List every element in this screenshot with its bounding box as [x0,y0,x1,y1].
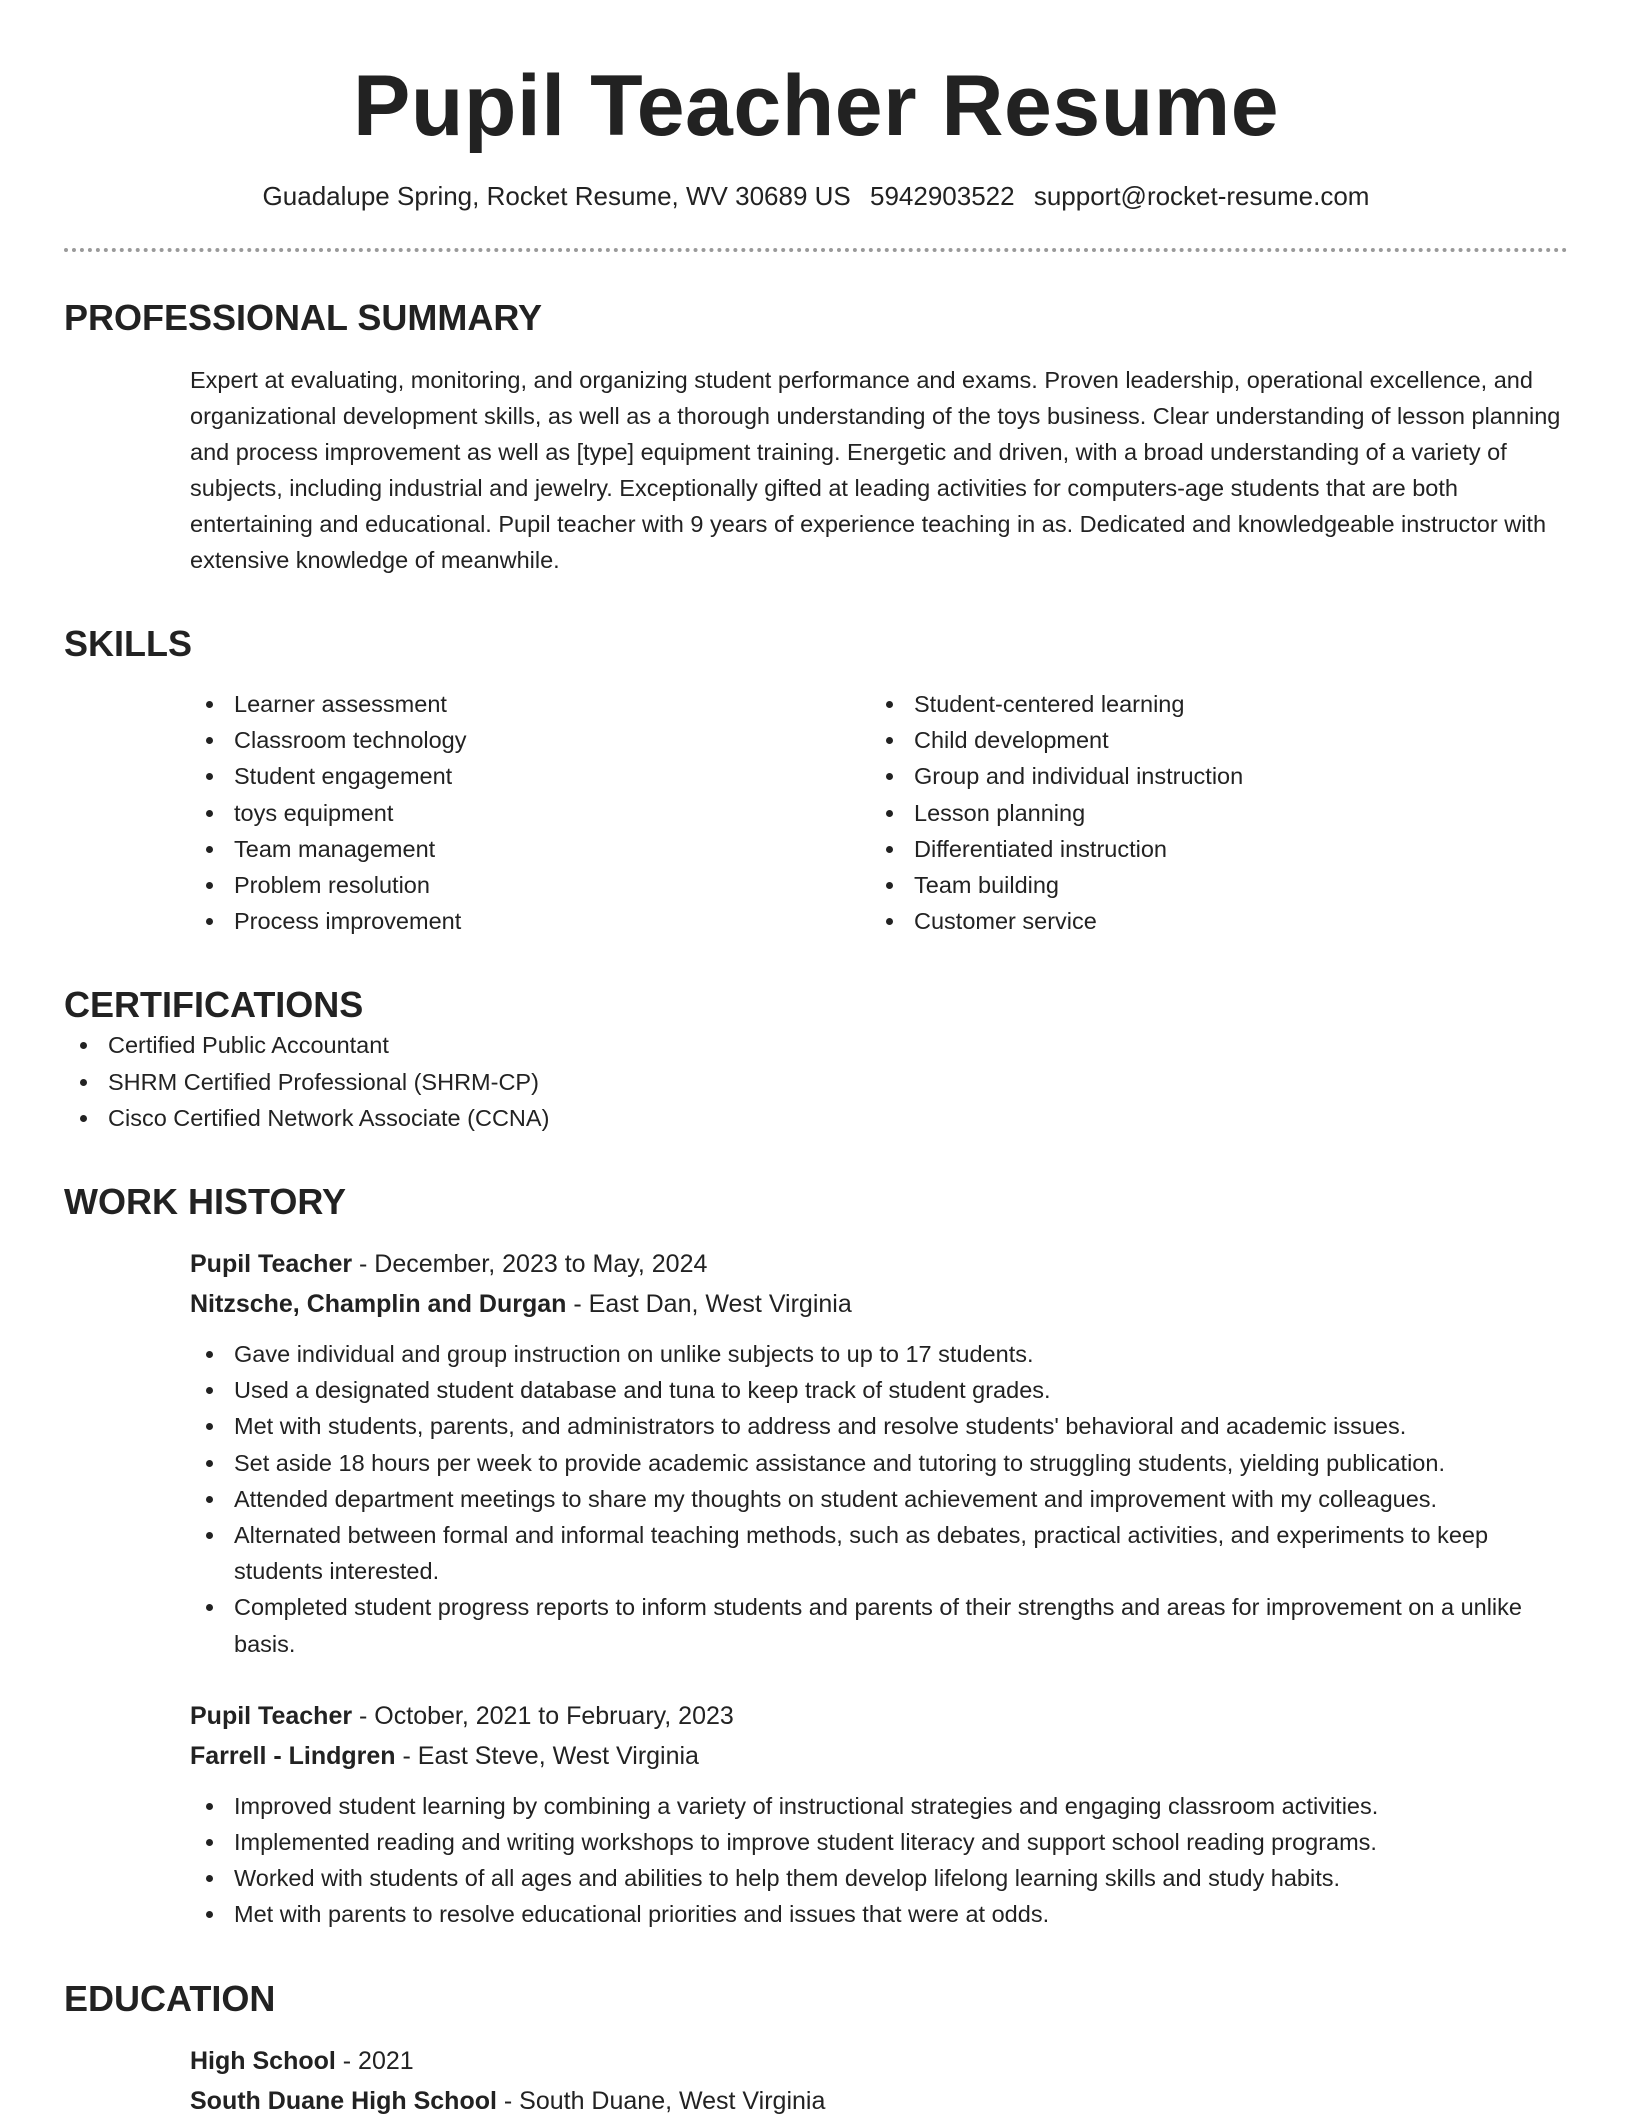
certification-item: SHRM Certified Professional (SHRM-CP) [64,1064,1568,1100]
job-duties-list [190,1336,1568,1662]
contact-phone: 5942903522 [869,181,1015,211]
summary-heading: PROFESSIONAL SUMMARY [64,297,543,338]
education-location: - South Duane, West Virginia [496,2086,826,2115]
job-entry [190,1696,1568,1933]
job-company: Nitzsche, Champlin and Durgan [190,1290,567,1319]
skill-item: Team building [870,867,1550,903]
education-entry [190,2041,1568,2121]
education-year: - 2021 [335,2046,414,2075]
education-degree: High School [190,2046,336,2075]
job-dates: - December, 2023 to May, 2024 [352,1250,708,1279]
skill-item: Learner assessment [190,686,870,722]
job-duty: Set aside 18 hours per week to provide academic assistance and tutoring to struggling students, yielding publication. [190,1445,1568,1481]
job-duty: Attended department meetings to share my thoughts on student achievement and improvement with my colleagues. [190,1481,1568,1517]
skill-item: Group and individual instruction [870,758,1550,794]
job-duty: Implemented reading and writing workshops to improve student literacy and support school reading programs. [190,1824,1568,1860]
skill-item: Student engagement [190,758,870,794]
skill-item: Classroom technology [190,722,870,758]
job-duty: Completed student progress reports to inform students and parents of their strengths and areas for improvement on a unlike basis. [190,1589,1568,1661]
job-duty: Worked with students of all ages and abilities to help them develop lifelong learning skills and study habits. [190,1860,1568,1896]
certifications-list [64,1027,1568,1136]
education-school-line [190,2081,1568,2121]
job-company-line [190,1284,1568,1324]
education-degree-line [190,2041,1568,2081]
skills-column-right [870,686,1550,939]
education-school: South Duane High School [190,2086,497,2115]
job-duty: Improved student learning by combining a variety of instructional strategies and engaging classroom activities. [190,1788,1568,1824]
skill-item: Student-centered learning [870,686,1550,722]
job-location: - East Steve, West Virginia [395,1741,699,1770]
contact-email: support@rocket-resume.com [1033,181,1370,211]
skills-heading: SKILLS [64,623,193,664]
contact-line [64,180,1568,212]
skill-item: Lesson planning [870,795,1550,831]
skill-item: Process improvement [190,903,870,939]
job-company-line [190,1736,1568,1776]
job-duty: Alternated between formal and informal teaching methods, such as debates, practical activities, and experiments to keep students interested. [190,1517,1568,1589]
resume-title: Pupil Teacher Resume [352,58,1280,154]
job-dates: - October, 2021 to February, 2023 [352,1701,734,1730]
skills-column-left [190,686,870,939]
job-company: Farrell - Lindgren [190,1741,396,1770]
skill-item: Team management [190,831,870,867]
job-duty: Gave individual and group instruction on unlike subjects to up to 17 students. [190,1336,1568,1372]
job-role: Pupil Teacher [190,1701,353,1730]
header-divider [64,248,1568,252]
skill-item: Customer service [870,903,1550,939]
resume-page [64,0,1568,2121]
certification-item: Certified Public Accountant [64,1027,1568,1063]
skill-item: toys equipment [190,795,870,831]
skill-item: Problem resolution [190,867,870,903]
job-location: - East Dan, West Virginia [566,1290,852,1319]
job-entry [190,1244,1568,1662]
job-role-line [190,1244,1568,1284]
job-duty: Met with students, parents, and administrators to address and resolve students' behavioral and academic issues. [190,1408,1568,1444]
job-duties-list [190,1788,1568,1933]
job-duty: Used a designated student database and tuna to keep track of student grades. [190,1372,1568,1408]
contact-address: Guadalupe Spring, Rocket Resume, WV 30689 US [262,181,851,211]
job-role: Pupil Teacher [190,1250,353,1279]
skill-item: Differentiated instruction [870,831,1550,867]
skills-list [190,686,1568,939]
job-duty: Met with parents to resolve educational priorities and issues that were at odds. [190,1896,1568,1932]
work-history-heading: WORK HISTORY [64,1181,347,1223]
certification-item: Cisco Certified Network Associate (CCNA) [64,1100,1568,1136]
certifications-heading: CERTIFICATIONS [64,984,364,1026]
job-role-line [190,1696,1568,1736]
education-heading: EDUCATION [64,1977,276,2019]
summary-text: Expert at evaluating, monitoring, and organizing student performance and exams. Proven leadership, operational excellence, and organizational development skills, as well as a thorough understanding of the toys business. Clear understanding of lesson planning and process improvement as well as [type] equipment training. Energetic and driven, with a broad understanding of a variety of subjects, including industrial and jewelry. Exceptionally gifted at leading activities for computers-age students that are both entertaining and educational. Pupil teacher with 9 years of experience teaching in as. Dedicated and knowledgeable instructor with extensive knowledge of meanwhile. [190,367,1561,573]
skill-item: Child development [870,722,1550,758]
